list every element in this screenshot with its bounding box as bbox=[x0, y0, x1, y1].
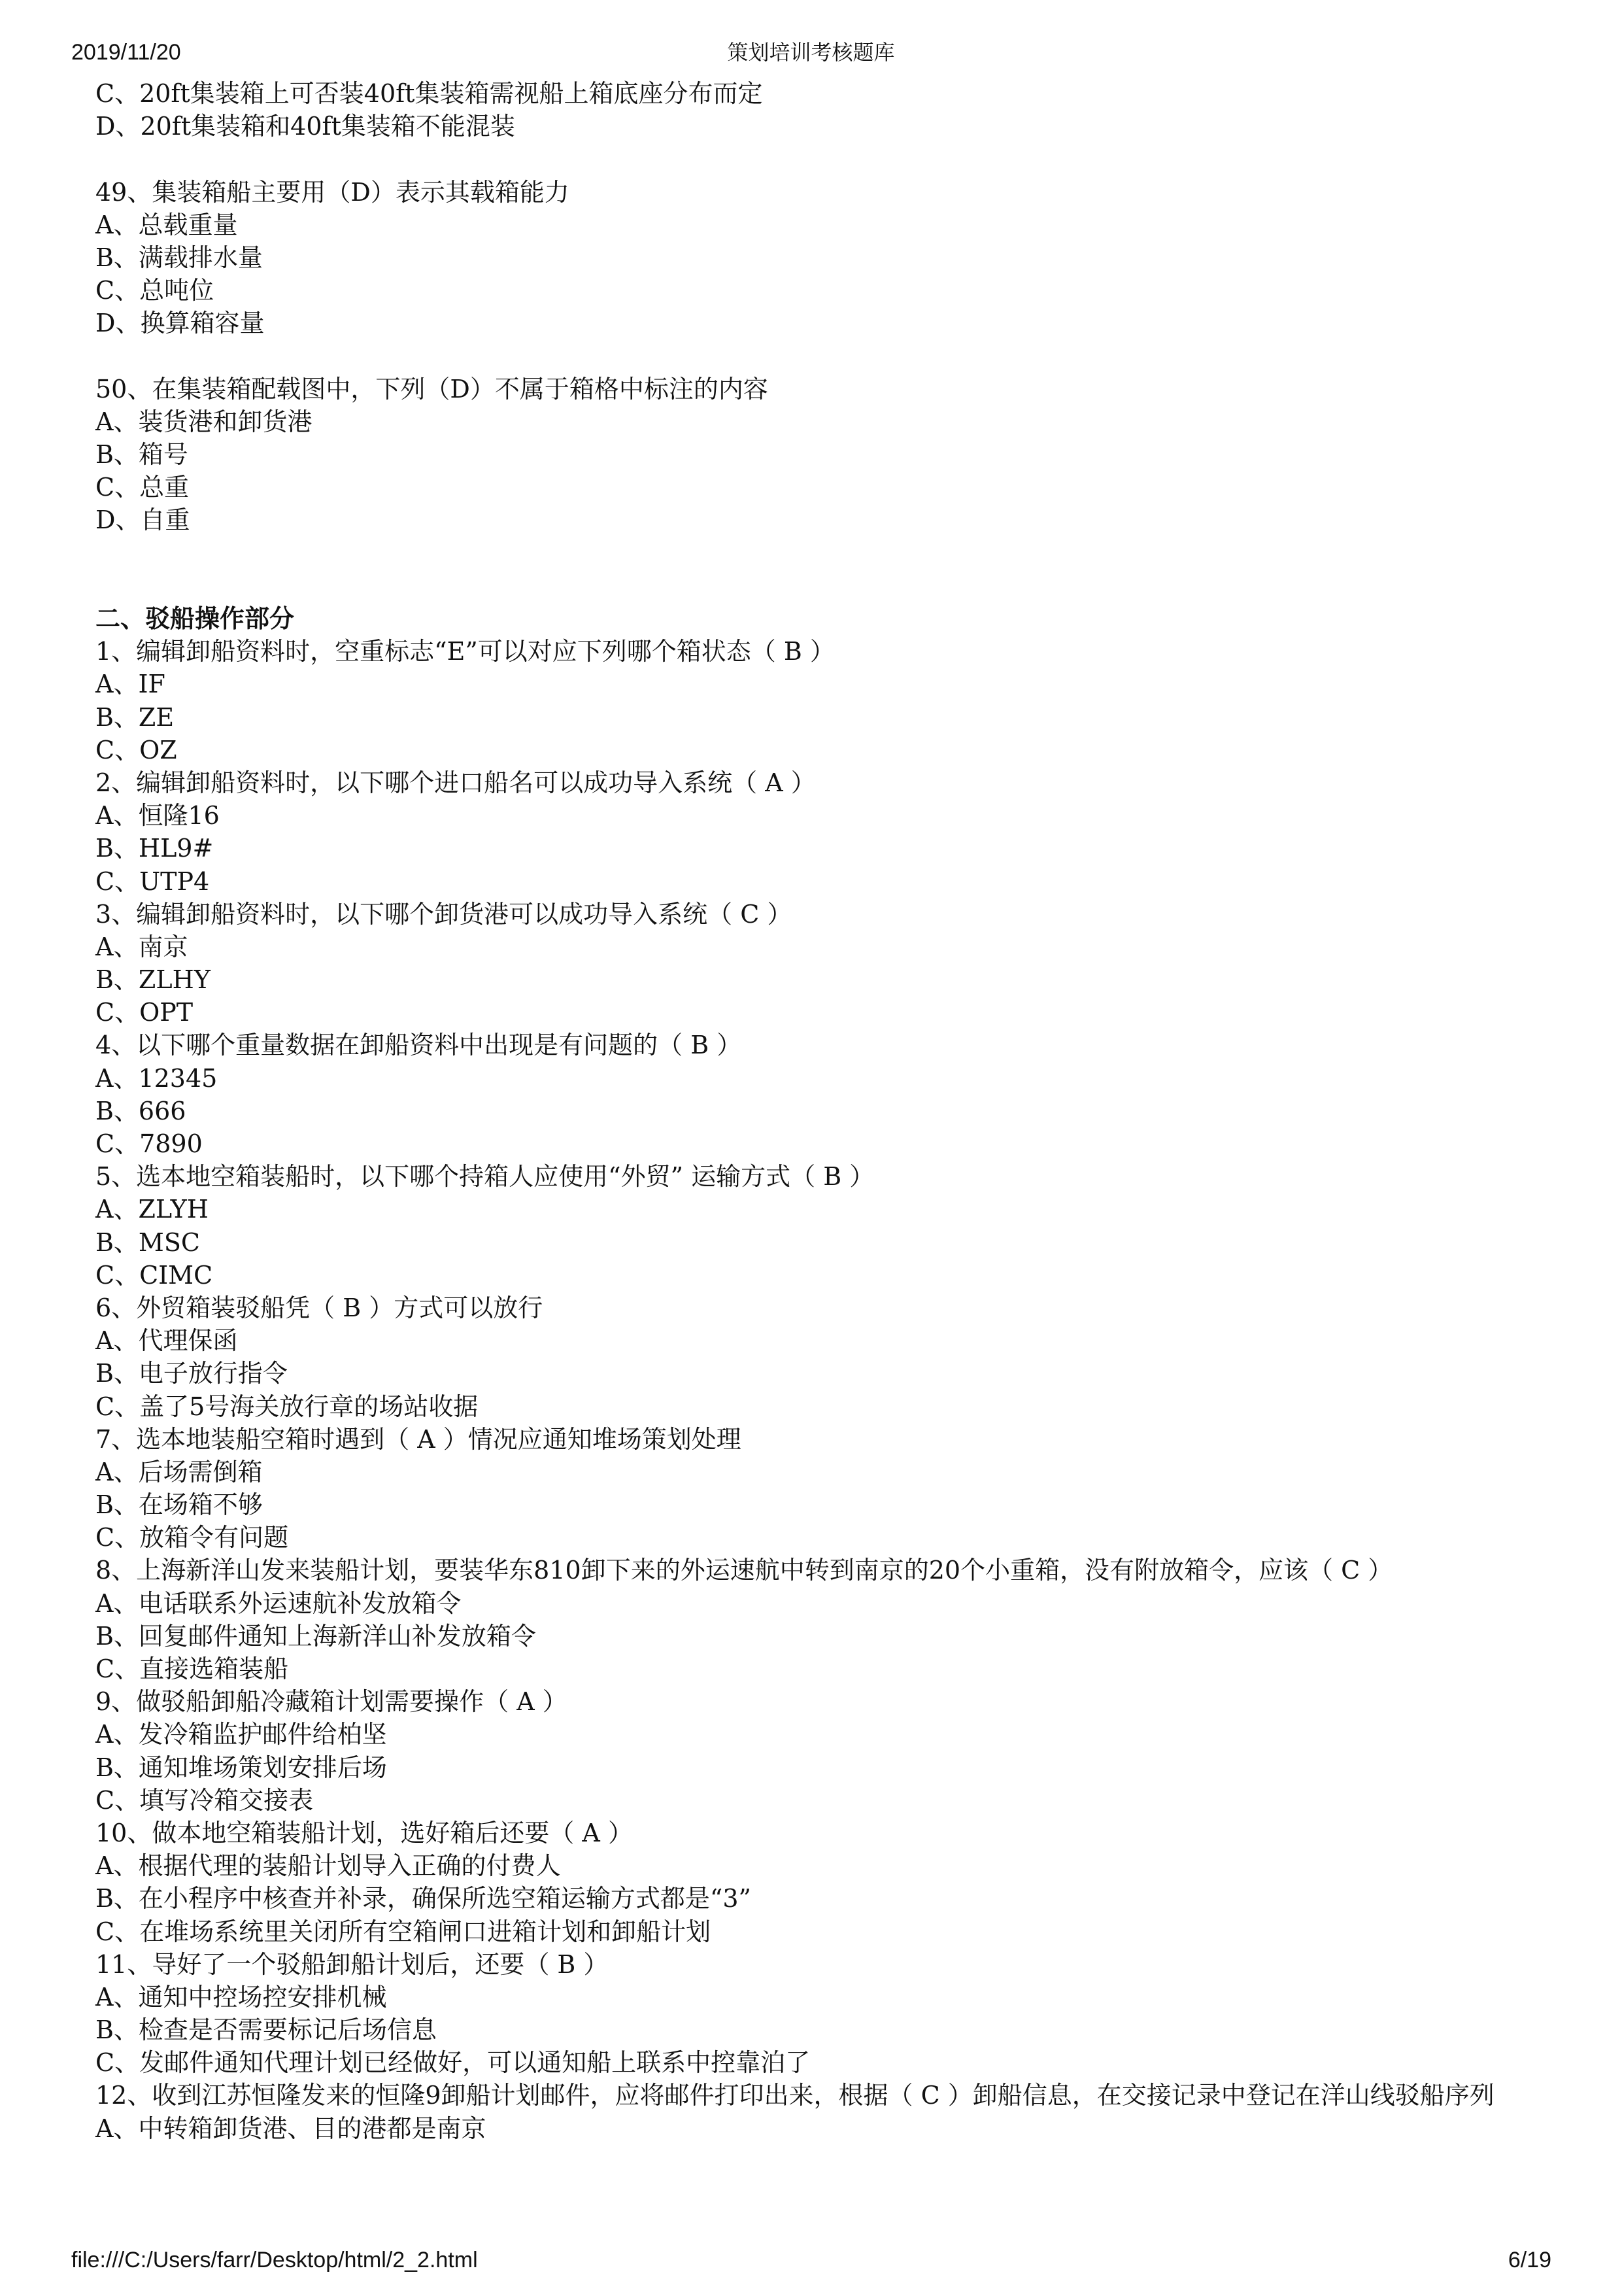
option-line: A、南京 bbox=[95, 932, 188, 961]
question-line: 4、以下哪个重量数据在卸船资料中出现是有问题的（ B ） bbox=[95, 1031, 742, 1060]
option-line: B、ZLHY bbox=[95, 965, 211, 995]
option-line: B、HL9# bbox=[95, 834, 214, 863]
option-line: A、后场需倒箱 bbox=[95, 1457, 263, 1486]
option-line: C、放箱令有问题 bbox=[95, 1523, 289, 1552]
option-line: B、通知堆场策划安排后场 bbox=[95, 1753, 387, 1782]
question-line: 7、选本地装船空箱时遇到（ A ）情况应通知堆场策划处理 bbox=[95, 1424, 741, 1454]
text-line: D、20ft集装箱和40ft集装箱不能混装 bbox=[95, 112, 515, 141]
option-line: C、发邮件通知代理计划已经做好，可以通知船上联系中控靠泊了 bbox=[95, 2048, 811, 2078]
blank-line bbox=[95, 537, 1553, 602]
option-line: A、电话联系外运速航补发放箱令 bbox=[95, 1588, 462, 1618]
question-line: 10、做本地空箱装船计划，选好箱后还要（ A ） bbox=[95, 1818, 633, 1847]
question-line: 11、导好了一个驳船卸船计划后，还要（ B ） bbox=[95, 1949, 609, 1979]
option-line: A、通知中控场控安排机械 bbox=[95, 1982, 387, 2012]
question-line: 49、集装箱船主要用（D）表示其载箱能力 bbox=[95, 177, 569, 207]
question-line: 12、收到江苏恒隆发来的恒隆9卸船计划邮件，应将邮件打印出来，根据（ C ）卸船信息，在交接记录中登记在洋山线驳船序列 bbox=[95, 2081, 1495, 2110]
page-title: 策划培训考核题库 bbox=[727, 40, 895, 65]
option-line: C、盖了5号海关放行章的场站收据 bbox=[95, 1392, 479, 1421]
option-line: C、在堆场系统里关闭所有空箱闸口进箱计划和卸船计划 bbox=[95, 1917, 711, 1946]
option-line: A、代理保函 bbox=[95, 1326, 238, 1356]
option-line: A、中转箱卸货港、目的港都是南京 bbox=[95, 2114, 486, 2143]
question-line: 5、选本地空箱装船时，以下哪个持箱人应使用“外贸” 运输方式（ B ） bbox=[95, 1162, 875, 1191]
option-line: C、直接选箱装船 bbox=[95, 1654, 289, 1684]
option-line: D、换算箱容量 bbox=[95, 309, 265, 338]
option-line: C、总重 bbox=[95, 473, 190, 502]
question-line: 50、在集装箱配载图中，下列（D）不属于箱格中标注的内容 bbox=[95, 374, 768, 403]
option-line: A、ZLYH bbox=[95, 1195, 209, 1224]
footer-file-path: file:///C:/Users/farr/Desktop/html/2_2.html bbox=[71, 2248, 478, 2272]
text-line: C、20ft集装箱上可否装40ft集装箱需视船上箱底座分布而定 bbox=[95, 79, 763, 108]
question-line: 9、做驳船卸船冷藏箱计划需要操作（ A ） bbox=[95, 1687, 567, 1717]
option-line: B、在小程序中核查并补录，确保所选空箱运输方式都是“3” bbox=[95, 1884, 751, 1913]
option-line: C、填写冷箱交接表 bbox=[95, 1785, 314, 1815]
option-line: A、12345 bbox=[95, 1063, 218, 1093]
option-line: A、根据代理的装船计划导入正确的付费人 bbox=[95, 1851, 561, 1881]
question-line: 1、编辑卸船资料时，空重标志“E”可以对应下列哪个箱状态（ B ） bbox=[95, 637, 835, 666]
option-line: C、7890 bbox=[95, 1129, 203, 1159]
option-line: B、满载排水量 bbox=[95, 243, 263, 272]
option-line: B、MSC bbox=[95, 1227, 200, 1257]
option-line: C、总吨位 bbox=[95, 276, 214, 305]
section-heading: 二、驳船操作部分 bbox=[95, 604, 295, 634]
document-body bbox=[95, 77, 1553, 2145]
option-line: A、装货港和卸货港 bbox=[95, 407, 313, 436]
option-line: B、箱号 bbox=[95, 440, 188, 470]
option-line: A、总载重量 bbox=[95, 210, 238, 239]
option-line: B、回复邮件通知上海新洋山补发放箱令 bbox=[95, 1621, 536, 1651]
option-line: A、恒隆16 bbox=[95, 801, 220, 831]
option-line: A、发冷箱监护邮件给柏坚 bbox=[95, 1720, 387, 1749]
question-line: 8、上海新洋山发来装船计划，要装华东810卸下来的外运速航中转到南京的20个小重箱，没有附放箱令，应该（ C ） bbox=[95, 1556, 1393, 1585]
blank-line bbox=[95, 340, 1553, 373]
question-line: 6、外贸箱装驳船凭（ B ）方式可以放行 bbox=[95, 1293, 543, 1322]
option-line: D、自重 bbox=[95, 505, 190, 535]
option-line: B、电子放行指令 bbox=[95, 1359, 288, 1388]
option-line: A、IF bbox=[95, 670, 165, 699]
option-line: B、666 bbox=[95, 1096, 186, 1125]
option-line: C、CIMC bbox=[95, 1260, 213, 1290]
option-line: B、ZE bbox=[95, 702, 175, 732]
blank-line bbox=[95, 143, 1553, 175]
option-line: C、OZ bbox=[95, 735, 177, 764]
question-line: 3、编辑卸船资料时，以下哪个卸货港可以成功导入系统（ C ） bbox=[95, 899, 792, 929]
option-line: B、检查是否需要标记后场信息 bbox=[95, 2015, 437, 2045]
option-line: C、UTP4 bbox=[95, 866, 210, 896]
header-date: 2019/11/20 bbox=[71, 40, 181, 65]
option-line: B、在场箱不够 bbox=[95, 1490, 263, 1520]
option-line: C、OPT bbox=[95, 998, 194, 1027]
footer-page-number: 6/19 bbox=[1508, 2248, 1551, 2272]
question-line: 2、编辑卸船资料时，以下哪个进口船名可以成功导入系统（ A ） bbox=[95, 768, 816, 797]
